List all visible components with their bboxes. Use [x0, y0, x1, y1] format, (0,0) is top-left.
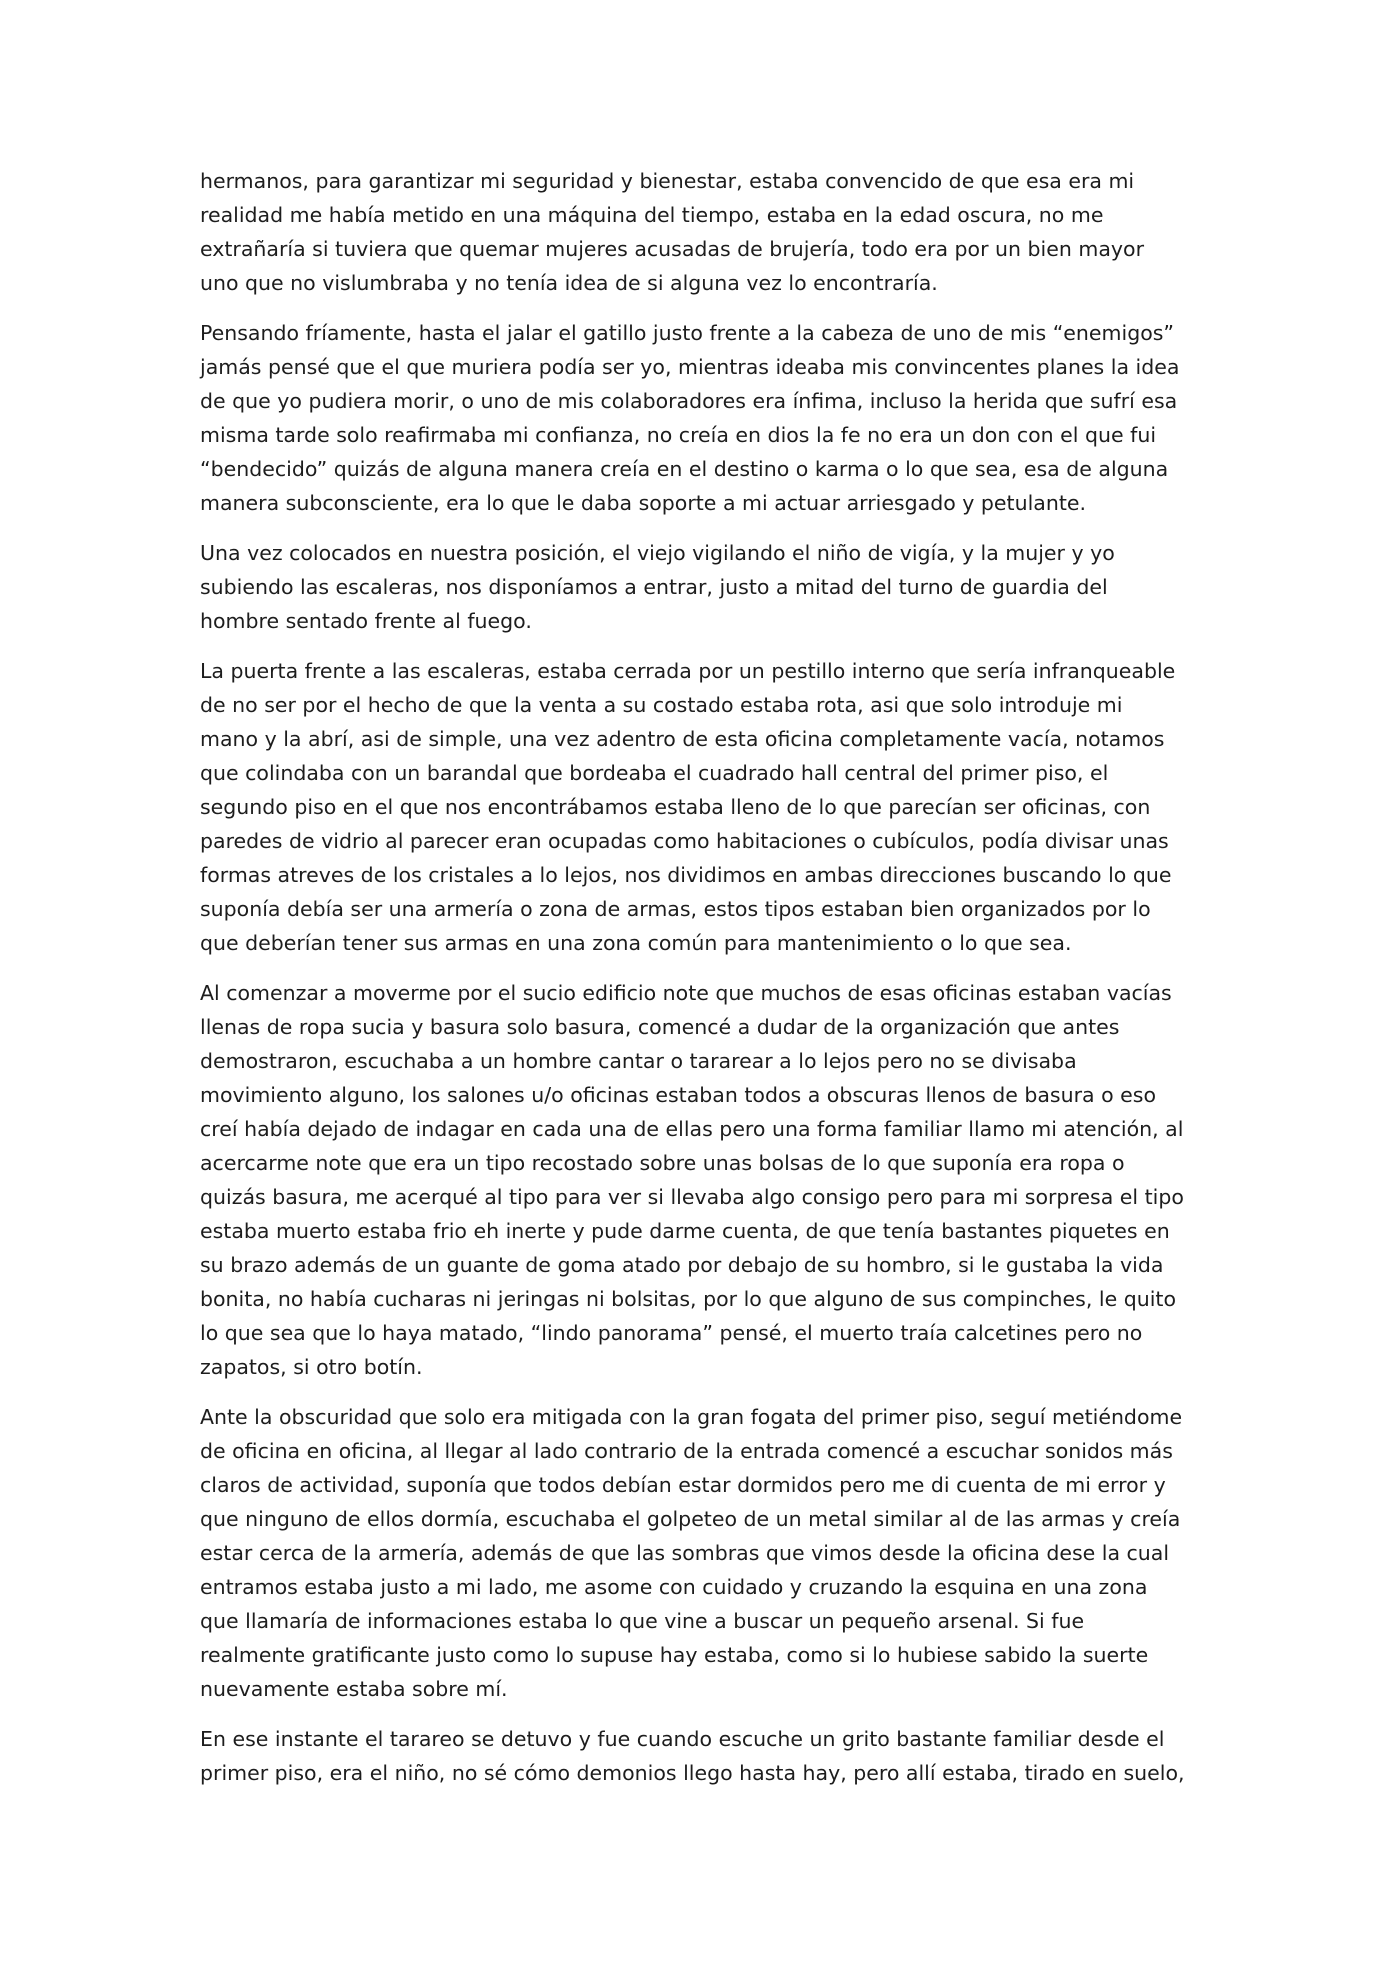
text-line: que llamaría de informaciones estaba lo que vine a buscar un pequeño arsenal. Si fue [200, 1609, 1085, 1633]
text-line: lo que sea que lo haya matado, “lindo panorama” pensé, el muerto traía calcetines pero no [200, 1321, 1143, 1345]
text-line: subiendo las escaleras, nos disponíamos a entrar, justo a mitad del turno de guardia del [200, 575, 1108, 599]
text-line: realidad me había metido en una máquina del tiempo, estaba en la edad oscura, no me [200, 203, 1104, 227]
text-line: jamás pensé que el que muriera podía ser yo, mientras ideaba mis convincentes planes la idea [200, 355, 1180, 379]
text-line: Al comenzar a moverme por el sucio edificio note que muchos de esas oficinas estaban vacías [200, 981, 1172, 1005]
text-line: manera subconsciente, era lo que le daba soporte a mi actuar arriesgado y petulante. [200, 491, 1086, 515]
text-line: quizás basura, me acerqué al tipo para ver si llevaba algo consigo pero para mi sorpresa el tipo [200, 1185, 1184, 1209]
text-line: su brazo además de un guante de goma atado por debajo de su hombro, si le gustaba la vida [200, 1253, 1164, 1277]
text-line: extrañaría si tuviera que quemar mujeres acusadas de brujería, todo era por un bien mayor [200, 237, 1145, 261]
text-line: de oficina en oficina, al llegar al lado contrario de la entrada comencé a escuchar sonidos más [200, 1439, 1173, 1463]
text-line: entramos estaba justo a mi lado, me asome con cuidado y cruzando la esquina en una zona [200, 1575, 1148, 1599]
text-line: demostraron, escuchaba a un hombre cantar o tararear a lo lejos pero no se divisaba [200, 1049, 1077, 1073]
text-line: acercarme note que era un tipo recostado sobre unas bolsas de lo que suponía era ropa o [200, 1151, 1125, 1175]
text-line: mano y la abrí, asi de simple, una vez adentro de esta oficina completamente vacía, notamos [200, 727, 1165, 751]
text-line: movimiento alguno, los salones u/o oficinas estaban todos a obscuras llenos de basura o eso [200, 1083, 1156, 1107]
paragraph-7 [200, 1722, 1202, 1790]
paragraph-3 [200, 536, 1202, 638]
body-text [200, 164, 1202, 1806]
text-line: hombre sentado frente al fuego. [200, 609, 532, 633]
text-line: primer piso, era el niño, no sé cómo demonios llego hasta hay, pero allí estaba, tirado en suelo, [200, 1761, 1185, 1785]
text-line: creí había dejado de indagar en cada una de ellas pero una forma familiar llamo mi atención, al [200, 1117, 1184, 1141]
text-line: claros de actividad, suponía que todos debían estar dormidos pero me di cuenta de mi error y [200, 1473, 1166, 1497]
paragraph-5 [200, 976, 1202, 1384]
text-line: estar cerca de la armería, además de que las sombras que vimos desde la oficina dese la cual [200, 1541, 1170, 1565]
text-line: que deberían tener sus armas en una zona común para mantenimiento o lo que sea. [200, 931, 1072, 955]
text-line: suponía debía ser una armería o zona de armas, estos tipos estaban bien organizados por lo [200, 897, 1151, 921]
text-line: nuevamente estaba sobre mí. [200, 1677, 508, 1701]
text-line: llenas de ropa sucia y basura solo basura, comencé a dudar de la organización que antes [200, 1015, 1120, 1039]
text-line: formas atreves de los cristales a lo lejos, nos dividimos en ambas direcciones buscando lo que [200, 863, 1172, 887]
text-line: “bendecido” quizás de alguna manera creía en el destino o karma o lo que sea, esa de alguna [200, 457, 1169, 481]
paragraph-1 [200, 164, 1202, 300]
paragraph-2 [200, 316, 1202, 520]
paragraph-6 [200, 1400, 1202, 1706]
text-line: realmente gratificante justo como lo supuse hay estaba, como si lo hubiese sabido la suerte [200, 1643, 1149, 1667]
text-line: La puerta frente a las escaleras, estaba cerrada por un pestillo interno que sería infranqueable [200, 659, 1176, 683]
text-line: Una vez colocados en nuestra posición, el viejo vigilando el niño de vigía, y la mujer y yo [200, 541, 1115, 565]
text-line: zapatos, si otro botín. [200, 1355, 423, 1379]
text-line: Pensando fríamente, hasta el jalar el gatillo justo frente a la cabeza de uno de mis “enemigos” [200, 321, 1175, 345]
text-line: bonita, no había cucharas ni jeringas ni bolsitas, por lo que alguno de sus compinches, le quito [200, 1287, 1176, 1311]
text-line: hermanos, para garantizar mi seguridad y bienestar, estaba convencido de que esa era mi [200, 169, 1135, 193]
text-line: misma tarde solo reafirmaba mi confianza, no creía en dios la fe no era un don con el que fui [200, 423, 1157, 447]
text-line: segundo piso en el que nos encontrábamos estaba lleno de lo que parecían ser oficinas, con [200, 795, 1151, 819]
text-line: estaba muerto estaba frio eh inerte y pude darme cuenta, de que tenía bastantes piquetes en [200, 1219, 1170, 1243]
text-line: En ese instante el tarareo se detuvo y fue cuando escuche un grito bastante familiar desde el [200, 1727, 1165, 1751]
text-line: uno que no vislumbraba y no tenía idea de si alguna vez lo encontraría. [200, 271, 938, 295]
text-line: paredes de vidrio al parecer eran ocupadas como habitaciones o cubículos, podía divisar unas [200, 829, 1169, 853]
paragraph-4 [200, 654, 1202, 960]
text-line: de no ser por el hecho de que la venta a su costado estaba rota, asi que solo introduje mi [200, 693, 1123, 717]
text-line: que ninguno de ellos dormía, escuchaba el golpeteo de un metal similar al de las armas y creía [200, 1507, 1181, 1531]
text-line: Ante la obscuridad que solo era mitigada con la gran fogata del primer piso, seguí metiéndome [200, 1405, 1183, 1429]
text-line: que colindaba con un barandal que bordeaba el cuadrado hall central del primer piso, el [200, 761, 1109, 785]
text-line: de que yo pudiera morir, o uno de mis colaboradores era ínfima, incluso la herida que sufrí esa [200, 389, 1178, 413]
